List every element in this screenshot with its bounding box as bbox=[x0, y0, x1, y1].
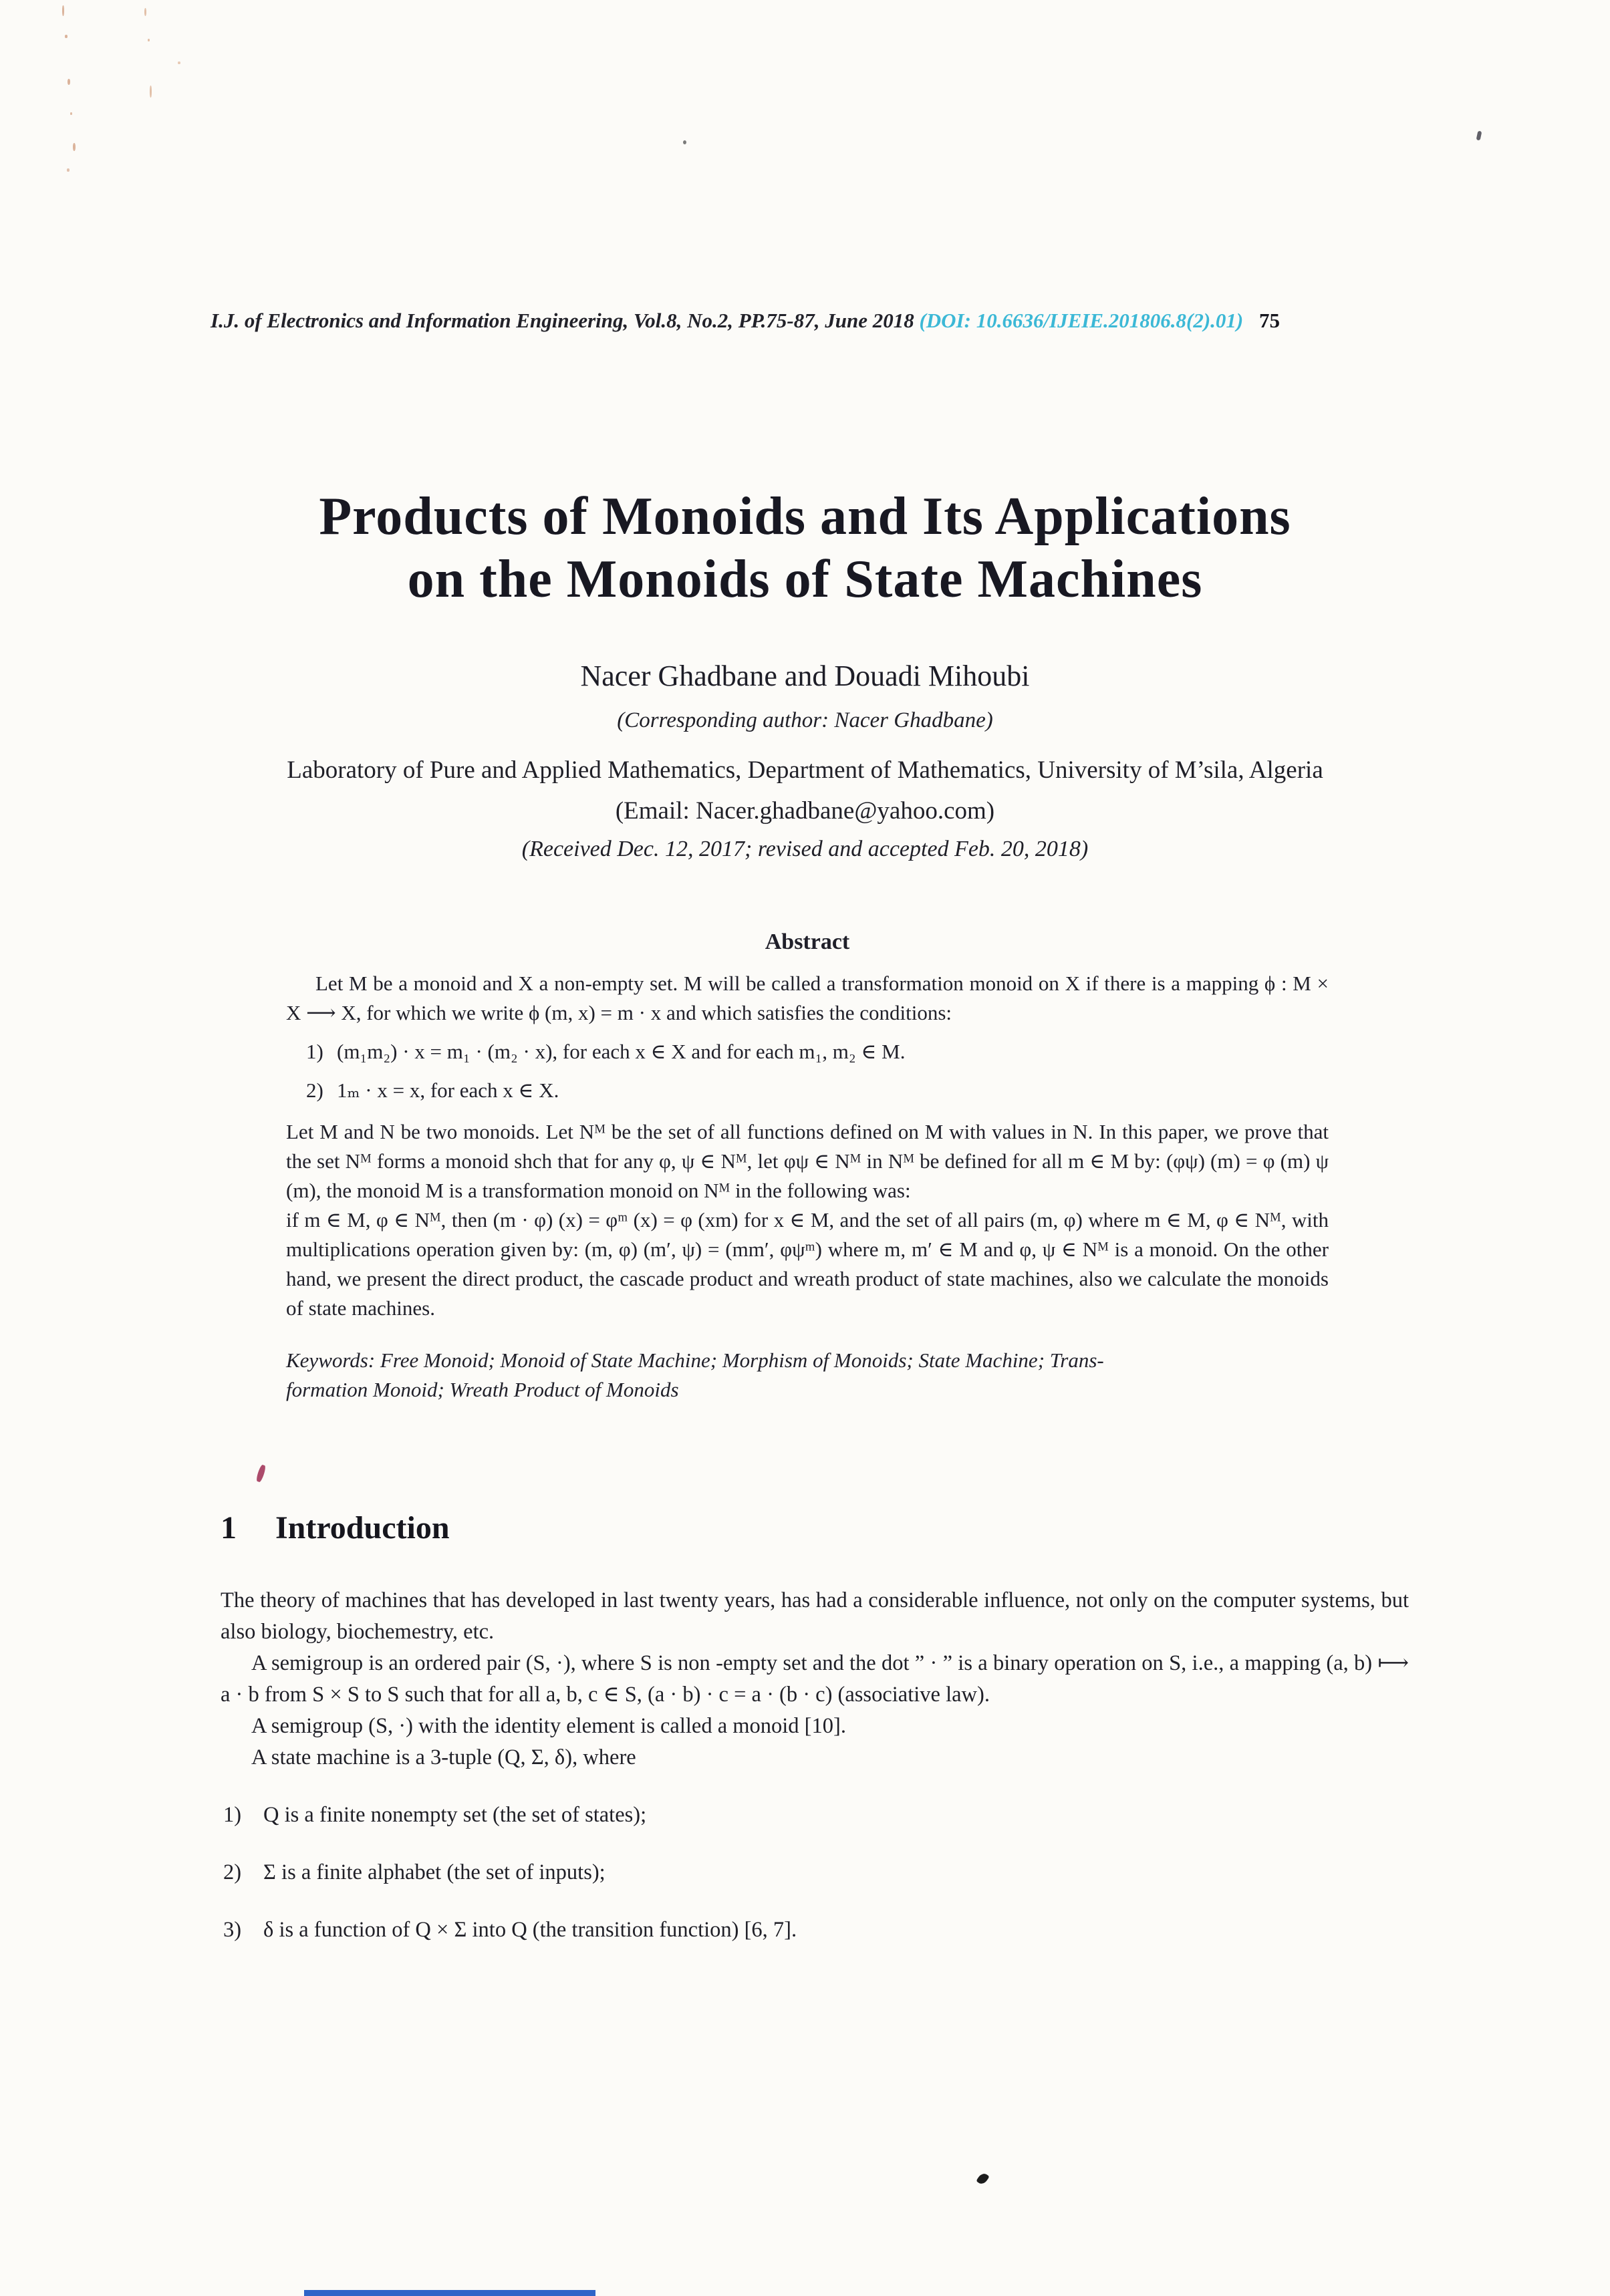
section-number: 1 bbox=[221, 1510, 237, 1546]
journal-info: I.J. of Electronics and Information Engineering, Vol.8, No.2, PP.75-87, June 2018 bbox=[211, 309, 914, 332]
scan-stain bbox=[68, 79, 70, 85]
section-heading bbox=[221, 1509, 1409, 1548]
ink-speck bbox=[1476, 131, 1482, 141]
scan-stain bbox=[62, 5, 64, 16]
affiliation-line: Laboratory of Pure and Applied Mathematics, Department of Mathematics, University of M’sila, Algeria bbox=[287, 756, 1323, 784]
email-line: (Email: Nacer.ghadbane@yahoo.com) bbox=[615, 797, 995, 825]
state-machine-item-3 bbox=[221, 1914, 1409, 1946]
list-marker: 3) bbox=[223, 1918, 242, 1942]
abstract-paragraph-2: Let M and N be two monoids. Let Nᴹ be the set of all functions defined on M with values in N. In this paper, we prove that the set Nᴹ forms a monoid shch that for any φ, ψ ∈ Nᴹ, let φψ ∈ Nᴹ in Nᴹ be defined for all m ∈ M by: (φψ) (m) = φ (m) ψ (m), the monoid M is a transformation monoid on Nᴹ in the following was: bbox=[286, 1120, 1329, 1202]
introduction-section bbox=[221, 1509, 1409, 1946]
scan-stain bbox=[67, 168, 70, 172]
keywords-line-2: formation Monoid; Wreath Product of Monoids bbox=[286, 1378, 679, 1401]
pen-mark bbox=[255, 1464, 267, 1483]
scan-stain bbox=[70, 112, 72, 115]
abstract-condition-2-text: 1ₘ · x = x, for each x ∈ X. bbox=[337, 1079, 559, 1102]
scan-stain bbox=[150, 86, 152, 98]
abstract-paragraph-3: if m ∈ M, φ ∈ Nᴹ, then (m · φ) (x) = φᵐ (x) = φ (xm) for x ∈ M, and the set of all pairs (m, φ) where m ∈ M, φ ∈ Nᴹ, with multiplications operation given by: (m, φ) (m′, ψ) = (mm′, φψᵐ) where m, m′ ∈ M and φ, ψ ∈ Nᴹ is a monoid. On the other hand, we present the direct product, the cascade product and wreath product of state machines, also we calculate the monoids of state machines. bbox=[286, 1208, 1329, 1320]
abstract-condition-1-text: (m₁m₂) · x = m₁ · (m₂ · x), for each x ∈ X and for each m₁, m₂ ∈ M. bbox=[337, 1040, 906, 1063]
abstract-condition-1 bbox=[286, 1037, 1329, 1066]
scan-stain bbox=[144, 8, 146, 16]
abstract-paragraph-1: Let M be a monoid and X a non-empty set. M will be called a transformation monoid on X if there is a mapping ϕ : M × X ⟶ X, for which we write ϕ (m, x) = m · x and which satisfies the conditions: bbox=[286, 972, 1329, 1024]
abstract-section bbox=[286, 927, 1329, 1405]
scan-edge-blue-strip bbox=[304, 2290, 595, 2296]
running-header bbox=[211, 309, 1280, 333]
paper-title-line1: Products of Monoids and Its Applications bbox=[319, 487, 1291, 546]
list-marker: 2) bbox=[306, 1079, 323, 1102]
ink-speck bbox=[683, 140, 686, 144]
scan-stain bbox=[73, 143, 76, 151]
scan-stain bbox=[178, 61, 180, 64]
intro-paragraph-3: A semigroup (S, ·) with the identity element is called a monoid [10]. bbox=[251, 1714, 846, 1738]
state-machine-item-1 bbox=[221, 1800, 1409, 1831]
doi-text: (DOI: 10.6636/IJEIE.201806.8(2).01) bbox=[919, 309, 1244, 332]
intro-paragraph-4: A state machine is a 3-tuple (Q, Σ, δ), where bbox=[251, 1745, 636, 1769]
abstract-heading: Abstract bbox=[765, 929, 850, 954]
state-machine-item-2-text: Σ is a finite alphabet (the set of inputs); bbox=[263, 1860, 606, 1884]
ink-speck bbox=[976, 2172, 989, 2186]
state-machine-item-2 bbox=[221, 1857, 1409, 1888]
paper-title bbox=[0, 485, 1610, 611]
section-title: Introduction bbox=[275, 1510, 450, 1546]
author-names: Nacer Ghadbane and Douadi Mihoubi bbox=[580, 660, 1030, 692]
intro-paragraph-1: The theory of machines that has developed in last twenty years, has had a considerable influence, not only on the computer systems, but also biology, biochemestry, etc. bbox=[221, 1588, 1409, 1644]
keywords-line-1: Keywords: Free Monoid; Monoid of State Machine; Morphism of Monoids; State Machine; Trans- bbox=[286, 1348, 1104, 1372]
scan-stain bbox=[65, 35, 68, 38]
corresponding-author-line: (Corresponding author: Nacer Ghadbane) bbox=[617, 708, 993, 732]
state-machine-item-1-text: Q is a finite nonempty set (the set of states); bbox=[263, 1803, 647, 1827]
state-machine-item-3-text: δ is a function of Q × Σ into Q (the transition function) [6, 7]. bbox=[263, 1918, 797, 1942]
page-number: 75 bbox=[1259, 309, 1281, 332]
paper-title-line2: on the Monoids of State Machines bbox=[407, 550, 1203, 609]
received-line: (Received Dec. 12, 2017; revised and accepted Feb. 20, 2018) bbox=[521, 837, 1089, 861]
list-marker: 1) bbox=[306, 1040, 323, 1063]
abstract-condition-2 bbox=[286, 1076, 1329, 1105]
intro-paragraph-2: A semigroup is an ordered pair (S, ·), where S is non -empty set and the dot ” · ” is a binary operation on S, i.e., a mapping (a, b) ⟼ a · b from S × S to S such that for all a, b, c ∈ S, (a · b) · c = a · (b · c) (associative law). bbox=[221, 1651, 1409, 1707]
scan-stain bbox=[148, 39, 150, 41]
list-marker: 2) bbox=[223, 1860, 242, 1884]
list-marker: 1) bbox=[223, 1803, 242, 1827]
